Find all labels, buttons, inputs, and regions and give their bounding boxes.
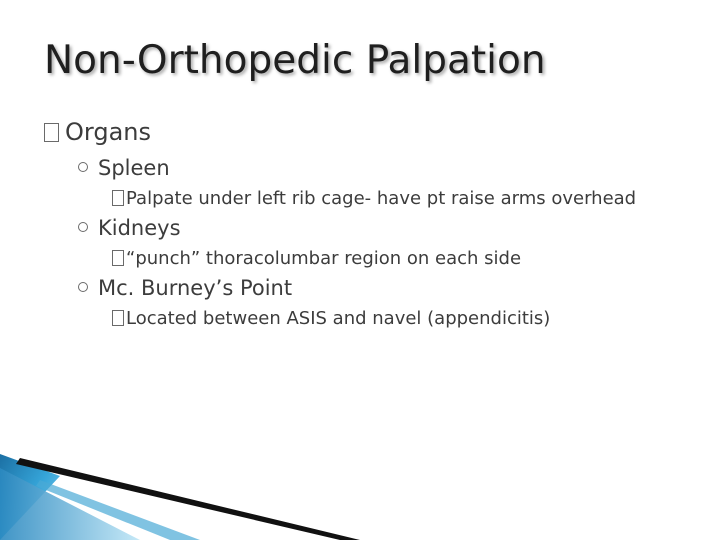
level2-item-mcburney xyxy=(78,276,292,300)
ring-bullet-icon xyxy=(78,282,88,292)
level3-item-spleen-note xyxy=(112,188,636,209)
level1-label: Organs xyxy=(65,118,151,146)
level3-item-kidneys-note xyxy=(112,248,521,269)
missing-glyph-box-icon xyxy=(112,310,124,326)
level2-item-spleen xyxy=(78,156,170,180)
missing-glyph-box-icon xyxy=(44,123,59,142)
level1-item-organs xyxy=(44,118,151,146)
level2-label: Spleen xyxy=(98,156,170,180)
missing-glyph-box-icon xyxy=(112,250,124,266)
ring-bullet-icon xyxy=(78,162,88,172)
ring-bullet-icon xyxy=(78,222,88,232)
slide-title: Non-Orthopedic Palpation xyxy=(44,38,546,83)
level3-label: Located between ASIS and navel (appendicitis) xyxy=(126,308,551,329)
missing-glyph-box-icon xyxy=(112,190,124,206)
level3-label: “punch” thoracolumbar region on each side xyxy=(126,248,522,269)
corner-decoration xyxy=(0,450,360,540)
level2-item-kidneys xyxy=(78,216,181,240)
level3-item-mcburney-note xyxy=(112,308,550,329)
level3-label: Palpate under left rib cage- have pt raise arms overhead xyxy=(126,188,637,209)
level2-label: Kidneys xyxy=(98,216,181,240)
level2-label: Mc. Burney’s Point xyxy=(98,276,293,300)
